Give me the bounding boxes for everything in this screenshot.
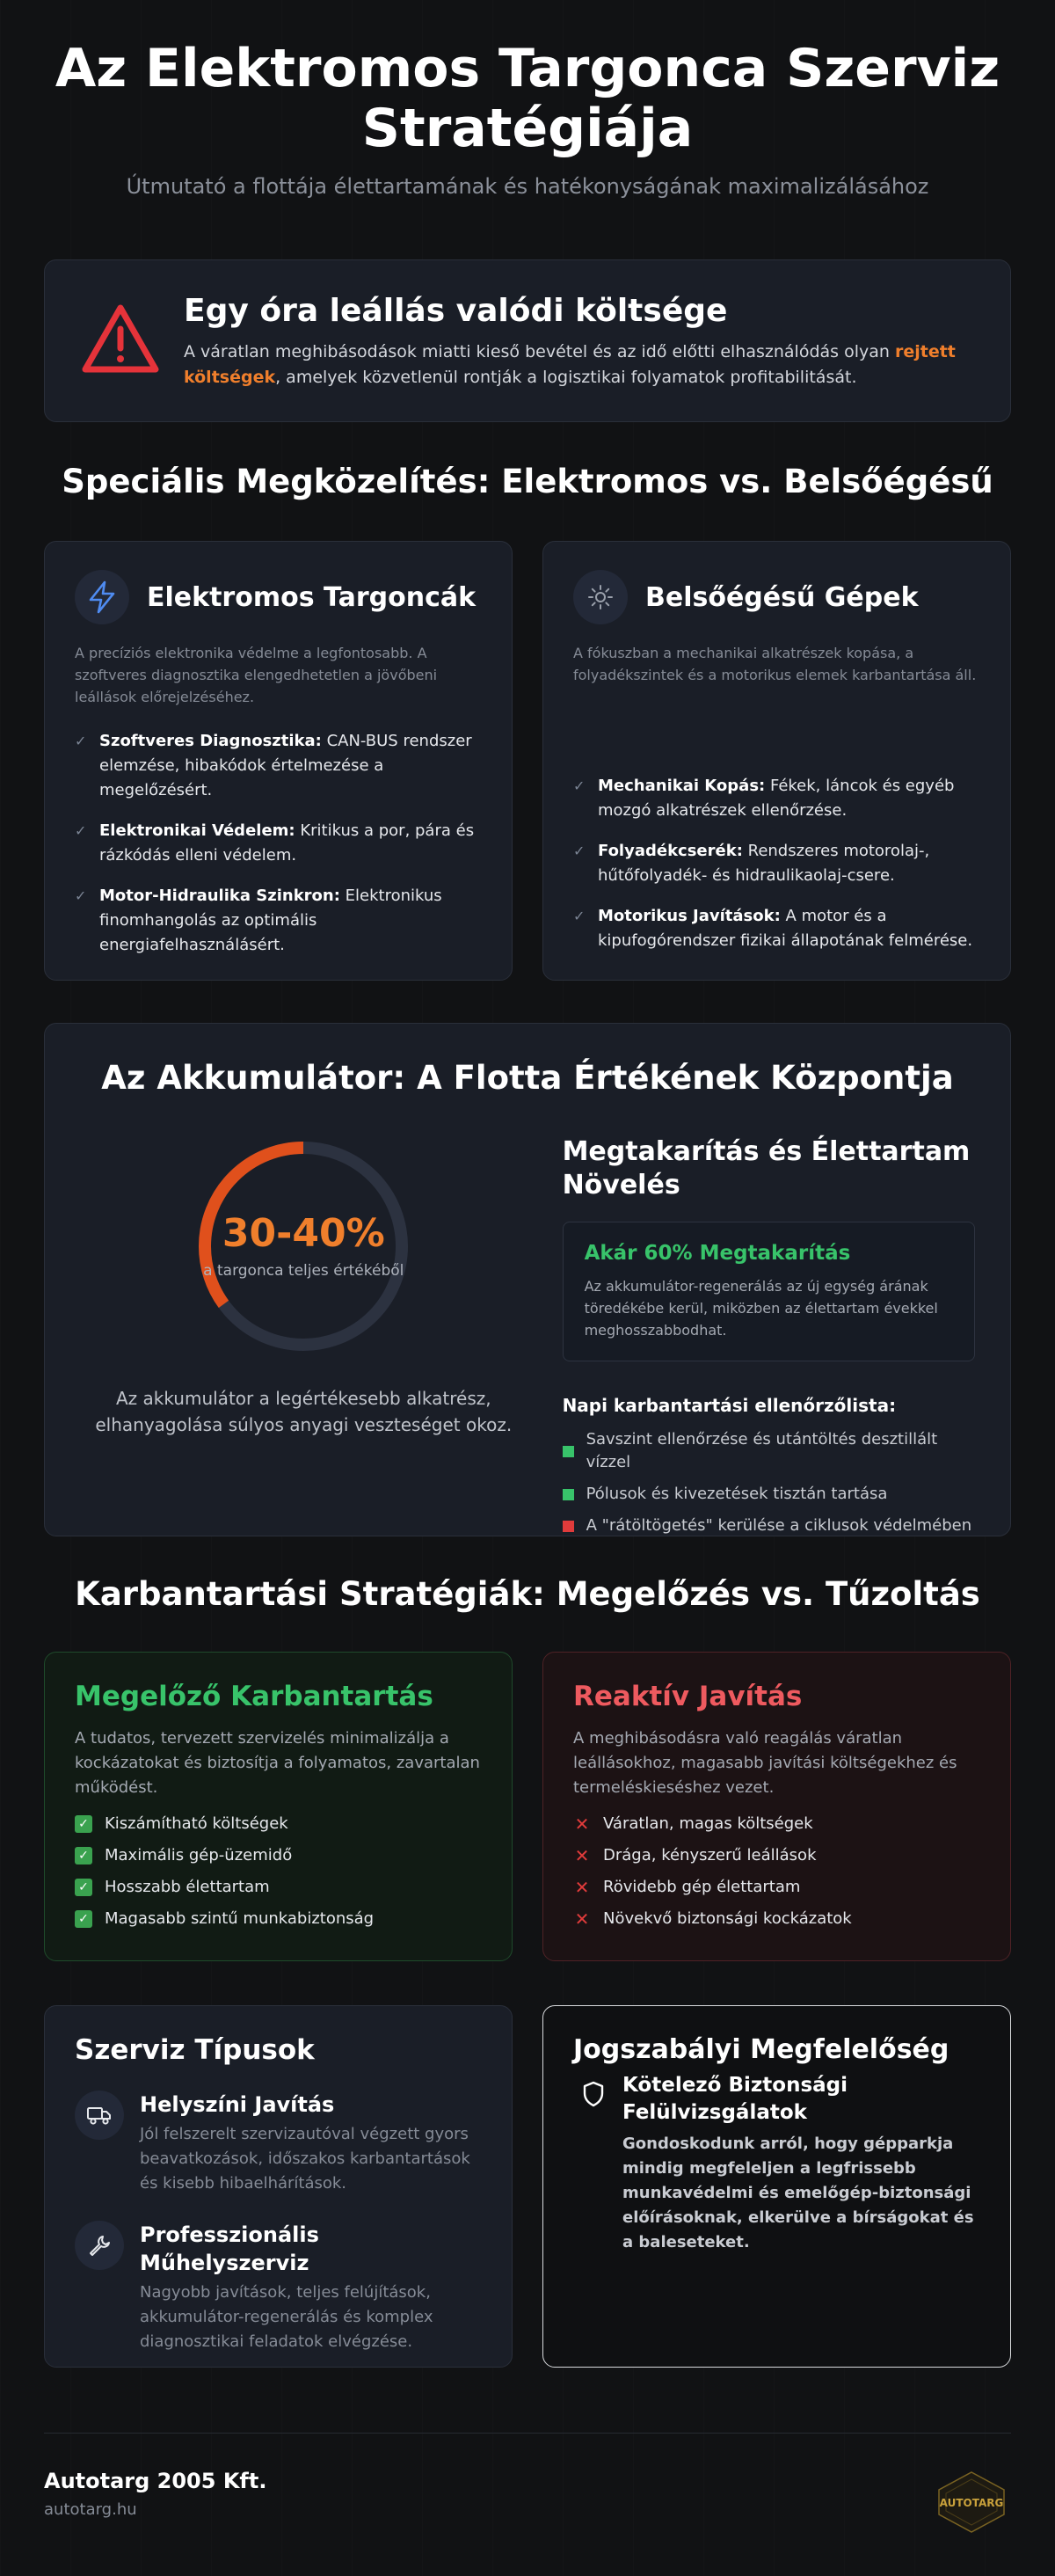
cross-icon: ✕	[574, 1845, 590, 1866]
truck-icon	[75, 2091, 124, 2140]
list-item: ✓ Magasabb szintű munkabiztonság	[75, 1908, 482, 1930]
reactive-title: Reaktív Javítás	[573, 1681, 803, 1712]
check-icon: ✓	[75, 887, 87, 904]
cross-icon: ✕	[574, 1908, 590, 1930]
legal-text: Gondoskodunk arról, hogy gépparkja mindig megfeleljen a legfrissebb munkavédelmi és emelőgép-biztonsági előírásoknak, elkerülve a bírságokat és a baleseteket.	[622, 2135, 974, 2251]
battery-value-donut	[198, 1141, 409, 1352]
wrench-icon	[75, 2221, 124, 2270]
autotarg-logo	[932, 2467, 1011, 2537]
check-icon: ✓	[573, 843, 586, 859]
savings-text: Az akkumulátor-regenerálás az új egység árának töredékébe kerül, miközben az élettartam évekkel meghosszabbodhat.	[584, 1278, 938, 1339]
service-item-onsite	[75, 2091, 482, 2196]
battery-caption: Az akkumulátor a legértékesebb alkatrész, elhanyagolása súlyos anyagi veszteséget okoz.	[95, 1388, 513, 1435]
bottom-section	[44, 2005, 1011, 2368]
preventive-list	[75, 1813, 482, 1930]
list-item: Savszint ellenőrzése és utántöltés desztillált vízzel	[563, 1428, 975, 1474]
list-item: ✕ Váratlan, magas költségek	[574, 1813, 813, 1835]
website-link[interactable]: autotarg.hu	[44, 2500, 137, 2519]
check-icon: ✓	[75, 733, 87, 749]
list-item: ✓ Mechanikai Kopás: Fékek, láncok és egyéb mozgó alkatrészek ellenőrzése.	[573, 774, 980, 823]
check-icon: ✓	[75, 1879, 92, 1896]
comparison-section	[44, 541, 1011, 981]
combustion-description: A fókuszban a mechanikai alkatrészek kopása, a folyadékszintek és a motorikus elemek karbantartása áll.	[573, 645, 977, 683]
electric-description: A precíziós elektronika védelme a legfontosabb. A szoftveres diagnosztika elengedhetetlen a jövőbeni leállások előrejelzéséhez.	[75, 645, 438, 705]
combustion-title: Belsőégésű Gépek	[645, 581, 919, 613]
donut-label: a targonca teljes értékéből	[203, 1261, 404, 1280]
strategies-section	[44, 1652, 1011, 1961]
list-item: ✓ Folyadékcserék: Rendszeres motorolaj-, hűtőfolyadék- és hidraulikaolaj-csere.	[573, 839, 980, 888]
list-item: ✓ Kiszámítható költségek	[75, 1813, 482, 1835]
savings-title: Akár 60% Megtakarítás	[584, 1242, 851, 1265]
company-name: Autotarg 2005 Kft.	[44, 2469, 267, 2493]
lightning-icon	[75, 570, 129, 624]
check-icon: ✓	[75, 1910, 92, 1928]
daily-checklist	[563, 1428, 975, 1537]
check-icon: ✓	[75, 1815, 92, 1833]
list-item: ✓ Motorikus Javítások: A motor és a kipufogórendszer fizikai állapotának felmérése.	[573, 904, 980, 953]
service-name: Helyszíni Javítás	[140, 2092, 335, 2117]
page-footer	[44, 2433, 1011, 2565]
shield-icon	[573, 2072, 622, 2255]
legal-title: Jogszabályi Megfelelőség	[573, 2034, 950, 2065]
list-item: ✓ Szoftveres Diagnosztika: CAN-BUS rendszer elemzése, hibakódok értelmezése a megelőzésért.	[75, 729, 482, 803]
reactive-description: A meghibásodásra való reagálás váratlan leállásokhoz, magasabb javítási költségekhez és termeléskieséshez vezet.	[573, 1729, 957, 1797]
list-item: Pólusok és kivezetések tisztán tartása	[563, 1483, 975, 1506]
combustion-card	[542, 541, 1011, 981]
service-name: Professzionális Műhelyszerviz	[140, 2222, 319, 2275]
page-subtitle: Útmutató a flottája élettartamának és hatékonyságának maximalizálásához	[126, 174, 929, 199]
service-description: Nagyobb javítások, teljes felújítások, akkumulátor-regenerálás és komplex diagnosztikai feladatok elvégzése.	[140, 2283, 433, 2351]
legal-compliance-card	[542, 2005, 1011, 2368]
check-icon: ✓	[75, 822, 87, 839]
status-square	[563, 1521, 574, 1532]
check-icon: ✓	[573, 777, 586, 794]
list-item: ✓ Elektronikai Védelem: Kritikus a por, pára és rázkódás elleni védelem.	[75, 819, 482, 868]
alert-title: Egy óra leállás valódi költsége	[184, 292, 728, 329]
cross-icon: ✕	[574, 1813, 590, 1835]
savings-heading: Megtakarítás és Élettartam Növelés	[562, 1136, 971, 1200]
alert-highlight: rejtett költségek	[184, 341, 956, 387]
check-icon: ✓	[75, 1847, 92, 1864]
service-types-card	[44, 2005, 513, 2368]
donut-value: 30-40%	[222, 1210, 385, 1256]
list-item: ✕ Növekvő biztonsági kockázatok	[574, 1908, 852, 1930]
battery-title: Az Akkumulátor: A Flotta Értékének Központja	[101, 1059, 954, 1097]
alert-text: A váratlan meghibásodások miatti kieső bevétel és az idő előtti elhasználódás olyan rejtett költségek, amelyek közvetlenül rontják a logisztikai folyamatok profitabilitását.	[184, 341, 956, 387]
savings-box	[563, 1222, 975, 1361]
cross-icon: ✕	[574, 1877, 590, 1898]
comparison-title: Speciális Megközelítés: Elektromos vs. Belsőégésű	[62, 463, 993, 500]
reactive-list	[573, 1813, 980, 1930]
preventive-card	[44, 1652, 513, 1961]
electric-card	[44, 541, 513, 981]
preventive-description: A tudatos, tervezett szervizelés minimalizálja a kockázatokat és biztosítja a folyamatos, zavartalan működést.	[75, 1729, 480, 1797]
status-square	[563, 1446, 574, 1457]
list-item: ✓ Maximális gép-üzemidő	[75, 1844, 482, 1867]
svg-text:AUTOTARG: AUTOTARG	[939, 2497, 1004, 2509]
service-description: Jól felszerelt szervizautóval végzett gyors beavatkozások, időszakos karbantartások és kisebb hibaelhárítások.	[140, 2125, 470, 2193]
combustion-checklist	[573, 774, 980, 953]
battery-section	[44, 1023, 1011, 1536]
legal-heading: Kötelező Biztonsági Felülvizsgálatok	[622, 2074, 848, 2124]
list-item: ✓ Hosszabb élettartam	[75, 1876, 482, 1899]
check-icon: ✓	[573, 908, 586, 924]
list-item: A "rátöltögetés" kerülése a ciklusok védelmében	[563, 1514, 975, 1537]
page-title: Az Elektromos Targonca Szerviz Stratégiája	[55, 38, 1000, 159]
downtime-cost-alert	[44, 259, 1011, 422]
list-item: ✓ Motor-Hidraulika Szinkron: Elektronikus finomhangolás az optimális energiafelhasználásért.	[75, 884, 482, 958]
reactive-card	[542, 1652, 1011, 1961]
list-item: ✕ Drága, kényszerű leállások	[574, 1845, 817, 1866]
service-types-title: Szerviz Típusok	[75, 2034, 315, 2066]
checklist-title: Napi karbantartási ellenőrzőlista:	[562, 1395, 897, 1416]
electric-title: Elektromos Targoncák	[147, 581, 477, 613]
page-header	[44, 0, 1011, 201]
electric-checklist	[75, 729, 482, 958]
list-item: ✕ Rövidebb gép élettartam	[574, 1877, 801, 1898]
gear-icon	[573, 570, 628, 624]
preventive-title: Megelőző Karbantartás	[75, 1681, 433, 1712]
strategies-title: Karbantartási Stratégiák: Megelőzés vs. Tűzoltás	[75, 1575, 980, 1613]
status-square	[563, 1489, 574, 1500]
service-item-workshop	[75, 2221, 482, 2354]
warning-triangle-icon	[80, 303, 168, 380]
